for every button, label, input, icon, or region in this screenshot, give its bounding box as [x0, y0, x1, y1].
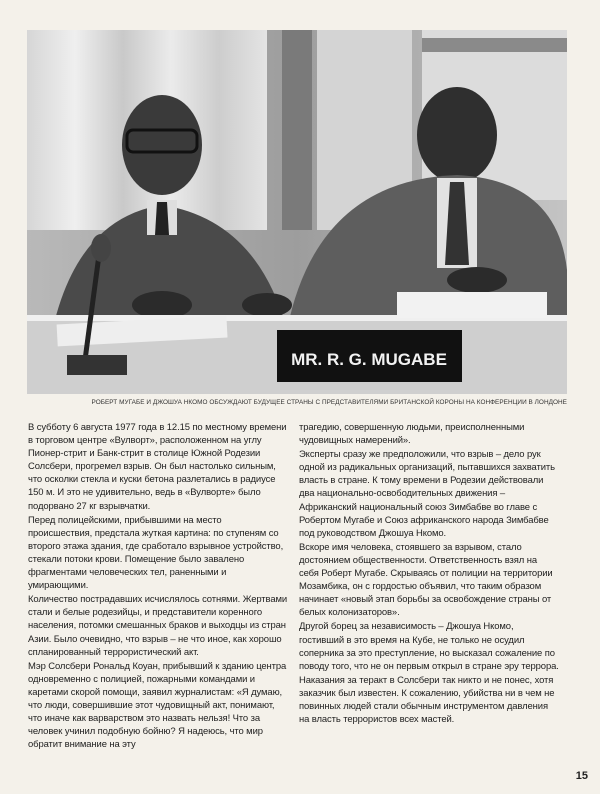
- paragraph: Другой борец за независимость – Джошуа Нкомо, гостивший в это время на Кубе, не только не осудил соперника за это преступление, но высказал сожаление по поводу того, что не он первым открыл в стране эру террора.: [299, 621, 559, 672]
- paragraph: Наказания за теракт в Солсбери так никто и не понес, хотя заказчик был известен. К сожалению, убийства ни в чем не повинных людей стали обычным инструментом давления на власть террористов всех мастей.: [299, 674, 555, 726]
- article-column-left: [28, 421, 288, 751]
- paragraph: Мэр Солсбери Рональд Коуан, прибывший к зданию центра одновременно с полицией, пожарными командами и каретами скорой помощи, заявил журналистам: «Я думаю, что люди, совершившие этот чудовищный акт, понимают, что иначе как варварством это назвать нельзя! Что за человек учинил подобную бойню? Я надеюсь, что мир обратит внимание на эту: [28, 660, 287, 751]
- article-column-right: [299, 421, 559, 726]
- page-number: 15: [575, 770, 588, 782]
- conference-photo: [27, 30, 567, 394]
- paragraph: Эксперты сразу же предположили, что взрыв – дело рук одной из радикальных организаций, пытавшихся захватить власть в стране. К тому времени в Родезии действовали два национально-освободительных движения – Африканский национальный союз Зимбабве во главе с Робертом Мугабе и Союз африканского народа Зимбабве под руководством Джошуа Нкомо.: [299, 449, 555, 539]
- paragraph: Вскоре имя человека, стоявшего за взрывом, стало достоянием общественности. Ответственность взял на себя Роберт Мугабе. Скрываясь от полиции на территории Мозамбика, он с гордостью объявил, что таким образом начинает «новый этап борьбы за освобождение страны от белых колонизаторов».: [299, 541, 553, 619]
- conference-photo-illustration: [27, 30, 567, 394]
- paragraph: Перед полицейскими, прибывшими на место происшествия, предстала жуткая картина: по ступеням со второго этажа здания, где сработало взрывное устройство, стекали потоки крови. Помещение было завалено фрагментами человеческих тел, раненными и умирающими.: [28, 514, 284, 592]
- nameplate-text: MR. R. G. MUGABE: [291, 350, 447, 369]
- paragraph: Количество пострадавших исчислялось сотнями. Жертвами стали и белые родезийцы, и представители коренного населения, потомки смешанных браков и выходцы из стран Азии. Было очевидно, что взрыв – не что иное, как хорошо спланированный террористический акт.: [28, 594, 288, 658]
- paragraph: В субботу 6 августа 1977 года в 12.15 по местному времени в торговом центре «Вулворт», расположенном на углу Пионер-стрит и Банк-стрит в столице Южной Родезии Солсбери, прогремел взрыв. Он был настолько сильным, что осколки стекла и куски бетона разлетались в радиусе 150 м. И это не удивительно, ведь в «Вулворте» было подорвано 27 кг взрывчатки.: [28, 422, 287, 512]
- photo-caption: РОБЕРТ МУГАБЕ И ДЖОШУА НКОМО ОБСУЖДАЮТ БУДУЩЕЕ СТРАНЫ С ПРЕДСТАВИТЕЛЯМИ БРИТАНСКОЙ КОРОНЫ НА КОНФЕРЕНЦИИ В ЛОНДОНЕ: [91, 399, 567, 406]
- paragraph: трагедию, совершенную людьми, преисполненными чудовищных намерений».: [299, 422, 525, 447]
